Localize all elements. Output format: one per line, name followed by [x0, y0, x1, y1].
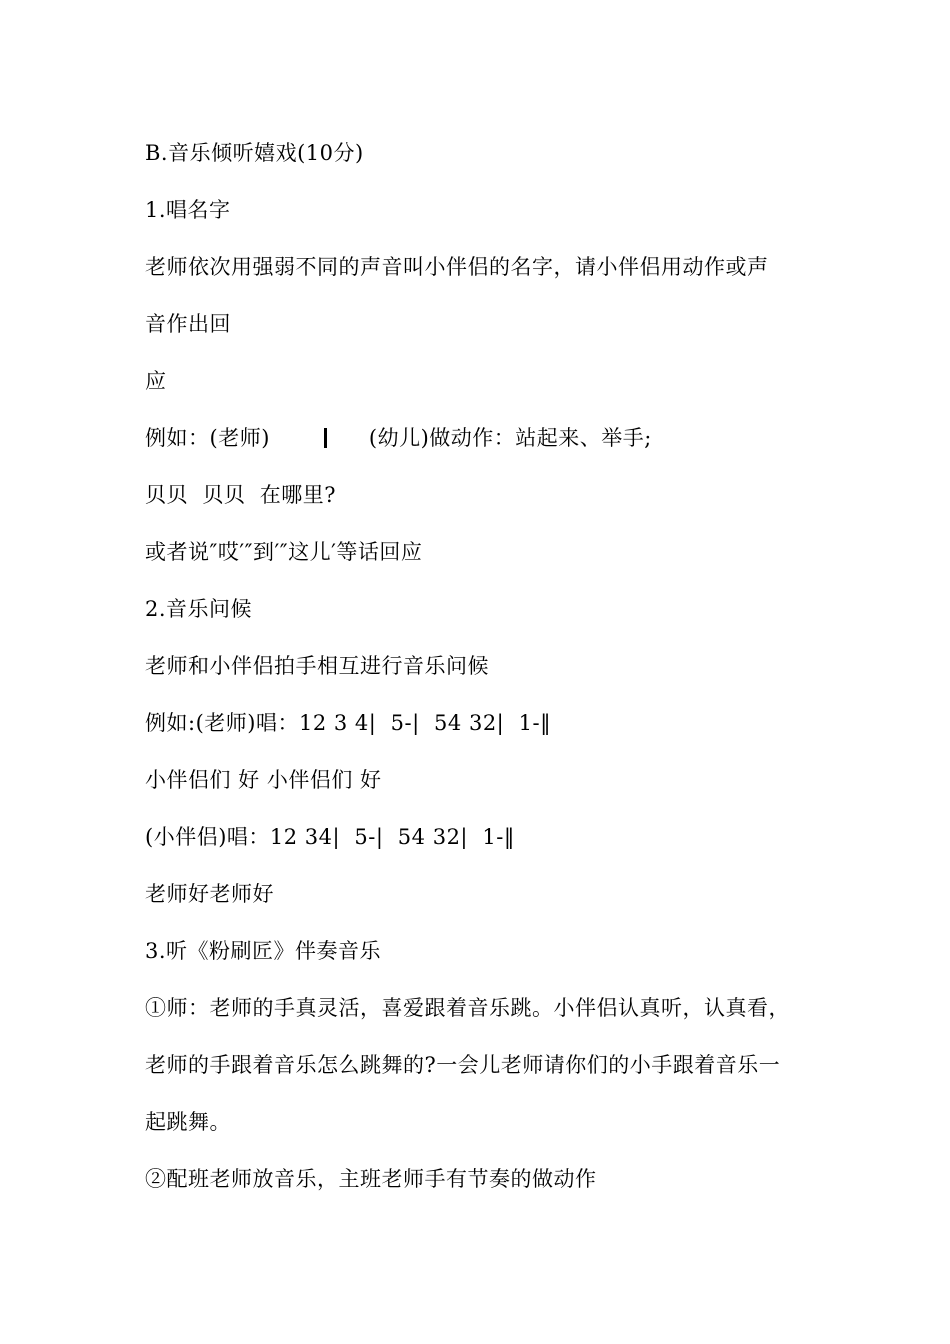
example-teacher-text: 例如：(老师) [145, 426, 270, 450]
paragraph-line: ②配班老师放音乐，主班老师手有节奏的做动作 [145, 1167, 597, 1191]
subsection-heading-1: 1.唱名字 [145, 198, 231, 222]
paragraph-line: ①师：老师的手真灵活，喜爱跟着音乐跳。小伴侣认真听，认真看， [145, 996, 790, 1020]
divider-bar-icon [324, 428, 327, 448]
section-heading: B.音乐倾听嬉戏(10分) [145, 141, 364, 165]
paragraph-line: 老师的手跟着音乐怎么跳舞的?一会儿老师请你们的小手跟着音乐一 [145, 1053, 781, 1077]
lyrics-line: 小伴侣们 好 小伴侣们 好 [145, 768, 382, 792]
subsection-heading-2: 2.音乐问候 [145, 597, 253, 621]
example-child-text: (幼儿)做动作：站起来、举手; [368, 426, 652, 450]
paragraph-line: 或者说″哎′″到′″这儿′等话回应 [145, 540, 423, 564]
notation-line: (小伴侣)唱：12 34| 5-| 54 32| 1-‖ [145, 825, 515, 849]
paragraph-line: 老师依次用强弱不同的声音叫小伴侣的名字，请小伴侣用动作或声 [145, 255, 769, 279]
paragraph-line: 贝贝 贝贝 在哪里? [145, 483, 336, 507]
example-line [145, 423, 910, 453]
paragraph-line: 应 [145, 369, 167, 393]
notation-line: 例如:(老师)唱：12 3 4| 5-| 54 32| 1-‖ [145, 711, 552, 735]
paragraph-line: 老师和小伴侣拍手相互进行音乐问候 [145, 654, 489, 678]
lyrics-line: 老师好老师好 [145, 882, 274, 906]
paragraph-line: 音作出回 [145, 312, 231, 336]
subsection-heading-3: 3.听《粉刷匠》伴奏音乐 [145, 939, 382, 963]
paragraph-line: 起跳舞。 [145, 1110, 231, 1134]
